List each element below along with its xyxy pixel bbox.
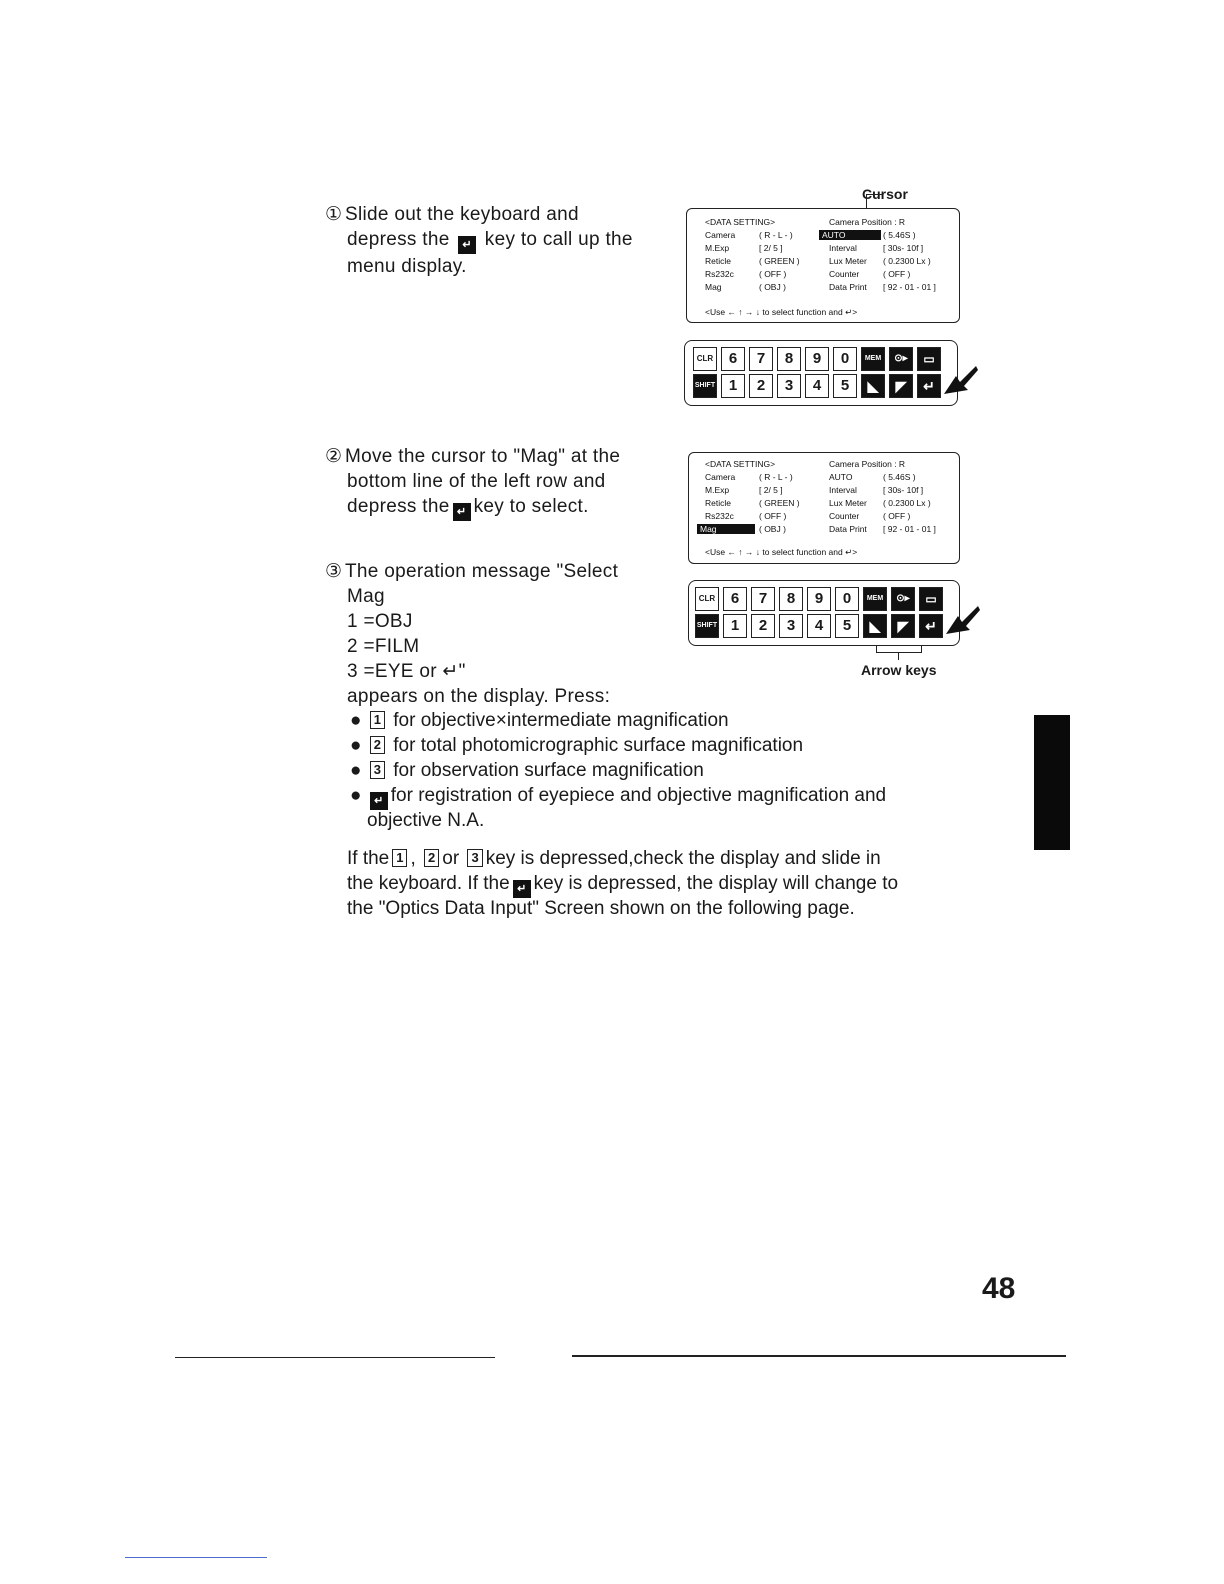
footer-rule-right	[572, 1355, 1066, 1357]
enter-key-icon: ↵	[513, 880, 531, 898]
key-clr: CLR	[693, 347, 717, 371]
key-3: 3	[777, 374, 801, 398]
key-printer-icon: ▭	[919, 587, 943, 611]
arrow-keys-bracket	[876, 645, 922, 653]
key-clr: CLR	[695, 587, 719, 611]
key-arrow-down-left-icon: ◣	[861, 374, 885, 398]
key-6: 6	[721, 347, 745, 371]
key-1: 1	[721, 374, 745, 398]
step-2: ② Move the cursor to "Mag" at the bottom line of the left row and depress the ↵ key to select.	[325, 444, 620, 521]
key-arrow-down-left-icon: ◣	[863, 614, 887, 638]
footer-rule-left	[175, 1357, 495, 1358]
key-4: 4	[805, 374, 829, 398]
key-0: 0	[835, 587, 859, 611]
key-5: 5	[835, 614, 859, 638]
data-setting-screen-2: <DATA SETTING> Camera Position : R Camera ( R - L - ) AUTO ( 5.46S ) M.Exp [ 2/ 5 ] Interval [ 30s- 10f ] Reticle ( GREEN ) Lux Meter ( 0.2300 Lx ) Rs232c ( OFF ) Counter ( OFF ) Mag ( OBJ ) Data Print [ 92 - 01 - 01 ] <Use ← ↑ → ↓ to select function and ↵>	[688, 452, 960, 564]
page-number: 48	[982, 1272, 1016, 1305]
key-2: 2	[749, 374, 773, 398]
key-1: 1	[723, 614, 747, 638]
step-2-number: ②	[325, 446, 343, 467]
key-6: 6	[723, 587, 747, 611]
key-shift: SHIFT	[693, 374, 717, 398]
key-camera-icon: ⊙▸	[889, 347, 913, 371]
key-3: 3	[779, 614, 803, 638]
arrow-keys-label: Arrow keys	[861, 662, 937, 678]
key-arrow-up-right-icon: ◤	[891, 614, 915, 638]
paragraph-line-1: If the 1 , 2 or 3 key is depressed,check the display and slide in	[347, 848, 881, 869]
mag-highlight: Mag	[697, 524, 755, 534]
cursor-line-h	[866, 194, 882, 195]
bullet-4-continued: objective N.A.	[367, 810, 485, 831]
key-mem: MEM	[861, 347, 885, 371]
paragraph-line-2: the keyboard. If the ↵ key is depressed, the display will change to	[347, 871, 898, 898]
bottom-blue-rule	[125, 1557, 267, 1558]
pointer-arrow-icon-1	[940, 360, 980, 400]
step-3-number: ③	[325, 561, 343, 582]
bullet-1: ● 1 for objective×intermediate magnification	[350, 710, 729, 731]
key-8: 8	[777, 347, 801, 371]
key-0: 0	[833, 347, 857, 371]
keyboard-1	[684, 340, 958, 406]
key-shift: SHIFT	[695, 614, 719, 638]
key-enter-icon: ↵	[919, 614, 943, 638]
bullet-2: ● 2 for total photomicrographic surface magnification	[350, 735, 804, 756]
key-enter-icon: ↵	[917, 374, 941, 398]
pointer-arrow-icon-2	[942, 600, 982, 640]
key-8: 8	[779, 587, 803, 611]
key-camera-icon: ⊙▸	[891, 587, 915, 611]
paragraph-line-3: the "Optics Data Input" Screen shown on the following page.	[347, 898, 855, 919]
key-mem: MEM	[863, 587, 887, 611]
key-4: 4	[807, 614, 831, 638]
arrow-keys-bracket-stem	[898, 652, 899, 660]
bullet-3: ● 3 for observation surface magnification	[350, 760, 704, 781]
section-tab-marker	[1034, 715, 1070, 850]
bullet-4: ● ↵ for registration of eyepiece and objective magnification and	[350, 783, 886, 810]
key-9: 9	[807, 587, 831, 611]
key-9: 9	[805, 347, 829, 371]
cursor-label: Cursor	[862, 186, 908, 202]
key-7: 7	[751, 587, 775, 611]
key-7: 7	[749, 347, 773, 371]
key-printer-icon: ▭	[917, 347, 941, 371]
key-2: 2	[751, 614, 775, 638]
enter-key-icon: ↵	[370, 792, 388, 810]
keyboard-2	[688, 580, 960, 646]
cursor-highlight: AUTO	[819, 230, 881, 240]
step-1: ① Slide out the keyboard and depress the ↵ key to call up the menu display.	[325, 204, 633, 277]
enter-key-icon: ↵	[458, 236, 476, 254]
key-5: 5	[833, 374, 857, 398]
step-3: ③ The operation message "Select Mag 1 =OBJ 2 =FILM 3 =EYE or ↵" appears on the display. Press:	[325, 561, 619, 707]
enter-key-icon: ↵	[453, 503, 471, 521]
data-setting-screen-1: <DATA SETTING> Camera Position : R Camera ( R - L - ) AUTO ( 5.46S ) M.Exp [ 2/ 5 ] Interval [ 30s- 10f ] Reticle ( GREEN ) Lux Meter ( 0.2300 Lx ) Rs232c ( OFF ) Counter ( OFF ) Mag ( OBJ ) Data Print [ 92 - 01 - 01 ] <Use ← ↑ → ↓ to select function and ↵>	[686, 208, 960, 323]
step-1-number: ①	[325, 204, 343, 225]
key-arrow-up-right-icon: ◤	[889, 374, 913, 398]
